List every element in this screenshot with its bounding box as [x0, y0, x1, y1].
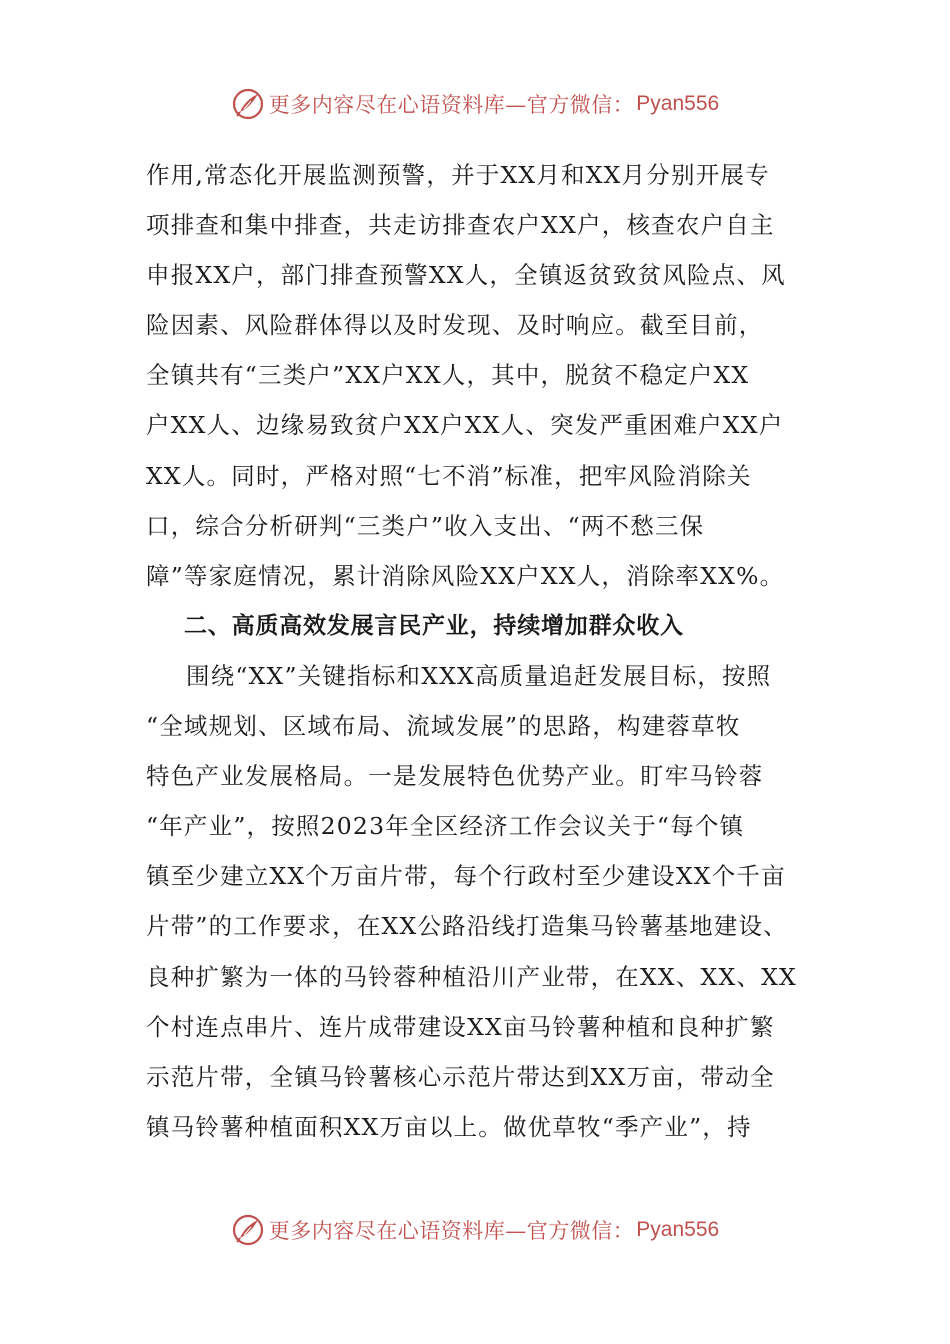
paragraph-line: “年产业”，按照2023年全区经济工作会议关于“每个镇 — [146, 812, 745, 841]
quill-pen-logo-icon — [231, 1213, 265, 1247]
paragraph-line: 险因素、风险群体得以及时发现、及时响应。截至目前， — [146, 311, 764, 340]
paragraph-line: 镇马铃薯种植面积XX万亩以上。做优草牧“季产业”，持 — [146, 1112, 752, 1141]
paragraph-line: 全镇共有“三类户”XX户XX人，其中，脱贫不稳定户XX — [146, 361, 750, 390]
watermark-text: 更多内容尽在心语资料库—官方微信： — [268, 93, 635, 117]
paragraph-line: 障”等家庭情况，累计消除风险XX户XX人，消除率XX%。 — [146, 561, 785, 590]
paragraph-line: 作用,常态化开展监测预警，并于XX月和XX月分别开展专 — [146, 161, 770, 189]
header-watermark — [0, 84, 950, 124]
paragraph-line: XX人。同时，严格对照“七不消”标准，把牢风险消除关 — [146, 461, 752, 490]
paragraph-line: 个村连点串片、连片成带建设XX亩马铃薯种植和良种扩繁 — [146, 1012, 775, 1041]
document-body — [146, 150, 816, 1152]
paragraph-line: 片带”的工作要求，在XX公路沿线打造集马铃薯基地建设、 — [146, 912, 788, 941]
paragraph-line: 镇至少建立XX个万亩片带，每个行政村至少建设XX个千亩 — [146, 862, 786, 891]
section-heading: 二、高质高效发展言民产业，持续增加群众收入 — [184, 612, 684, 639]
paragraph-line: 示范片带，全镇马铃薯核心示范片带达到XX万亩，带动全 — [146, 1062, 775, 1091]
watermark-wechat-id: Pyan556 — [636, 1218, 720, 1241]
paragraph-line: 特色产业发展格局。一是发展特色优势产业。盯牢马铃蓉 — [146, 762, 764, 791]
paragraph-line: 项排查和集中排查，共走访排查农户XX户，核查农户自主 — [146, 211, 775, 240]
paragraph-line: 申报XX户，部门排查预警XX人，全镇返贫致贫风险点、风 — [146, 261, 786, 290]
footer-watermark — [0, 1210, 950, 1250]
paragraph-line: 口，综合分析研判“三类户”收入支出、“两不愁三保 — [146, 511, 705, 540]
watermark-text: 更多内容尽在心语资料库—官方微信： — [268, 1219, 635, 1243]
paragraph-line: 户XX人、边缘易致贫户XX户XX人、突发严重困难户XX户 — [146, 411, 784, 440]
quill-pen-logo-icon — [231, 87, 265, 121]
watermark-wechat-id: Pyan556 — [636, 92, 720, 115]
paragraph-line: “全域规划、区域布局、流域发展”的思路，构建蓉草牧 — [146, 712, 741, 741]
paragraph-line: 围绕“XX”关键指标和XXX高质量追赶发展目标，按照 — [186, 661, 772, 690]
paragraph-line: 良种扩繁为一体的马铃蓉种植沿川产业带，在XX、XX、XX — [146, 962, 797, 991]
